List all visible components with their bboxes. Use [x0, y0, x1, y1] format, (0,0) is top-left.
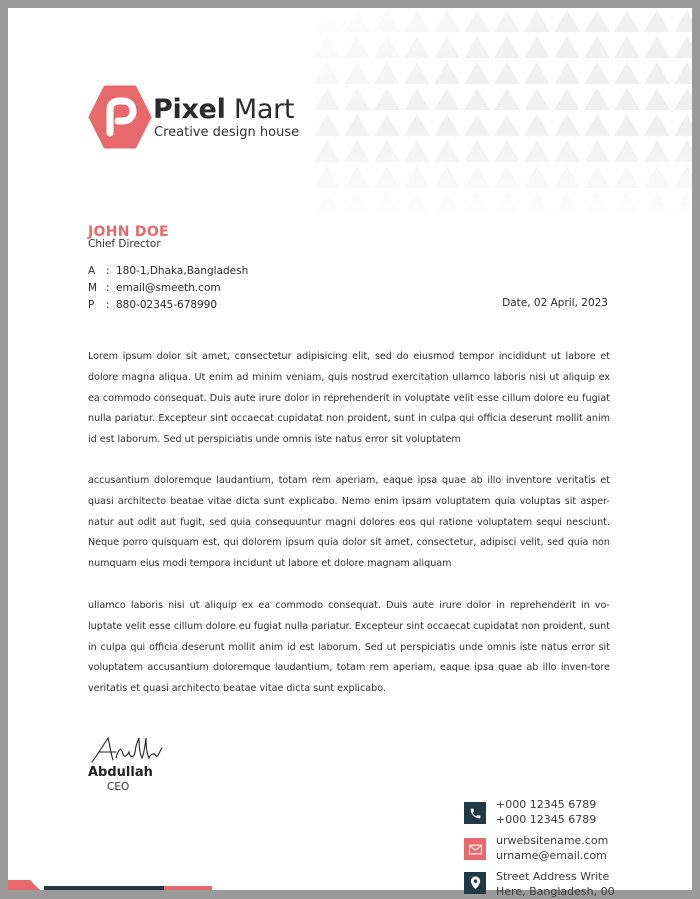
footer-phone-2: +000 12345 6789 [496, 813, 597, 826]
triangle-pattern-decoration [312, 8, 692, 218]
signer-title: CEO [107, 781, 130, 793]
mail-icon [469, 844, 482, 855]
contact-label: A [88, 265, 96, 277]
contact-separator: : [106, 282, 110, 294]
brand-name-bold: Pixel [153, 94, 226, 125]
body-paragraph: ullamco laboris nisi ut aliquip ex ea commodo consequat. Duis aute irure dolor in reprehenderit in vo-luptate velit esse cillum dolore eu fugiat nulla pariatur. Excepteur sint occaecat cupidatat non proident, sunt in culpa qui officia deserunt mollit anim id est laborum. Sed ut perspiciatis unde omnis iste natus error sit voluptatem accusantium doloremque laudantium, totam rem aperiam, eaque ipsa quae ab illo inven-tore veritatis et quasi architecto beatae vitae dicta sunt explicabo. [88, 600, 610, 695]
footer-corner-decoration [8, 880, 692, 890]
handwritten-signature [88, 732, 168, 768]
sender-role: Chief Director [88, 238, 161, 250]
footer-address-2: Here, Bangladesh, 00 [496, 885, 615, 898]
contact-value: 180-1,Dhaka,Bangladesh [116, 265, 249, 277]
brand-tagline: Creative design house [154, 125, 300, 140]
contact-value: 880-02345-678990 [116, 299, 218, 311]
contact-email-row [88, 282, 221, 294]
contact-separator: : [106, 299, 110, 311]
letterhead-page [8, 8, 692, 898]
signer-name: Abdullah [88, 765, 153, 780]
brand-name-light: Mart [233, 94, 295, 125]
footer-phone-1: +000 12345 6789 [496, 798, 597, 811]
mail-icon-box [464, 838, 486, 860]
contact-phone-row [88, 299, 217, 311]
contact-label: P [88, 299, 95, 311]
phone-icon-box [464, 802, 486, 824]
letter-date: Date, 02 April, 2023 [502, 297, 608, 309]
contact-address-row [88, 265, 248, 277]
contact-value: email@smeeth.com [116, 282, 221, 294]
pixel-mart-logo-icon [88, 85, 152, 149]
footer-email: urname@email.com [496, 849, 607, 862]
phone-icon [469, 807, 482, 820]
sender-name: JOHN DOE [88, 224, 169, 240]
brand-name [153, 94, 294, 126]
footer-address-1: Street Address Write [496, 870, 610, 883]
body-paragraph: Lorem ipsum dolor sit amet, consectetur adipisicing elit, sed do eiusmod tempor incididunt ut labore et dolore magna aliqua. Ut enim ad minim veniam, quis nostrud exercitation ullamco laboris nisi ut aliquip ex ea commodo consequat. Duis aute irure dolor in reprehenderit in voluptate velit esse cillum dolore eu fugiat nulla pariatur. Excepteur sint occaecat cupidatat non proident, sunt in culpa qui officia deserunt mollit anim id est laborum. Sed ut perspiciatis unde omnis iste natus error sit voluptatem [88, 351, 610, 446]
contact-separator: : [106, 265, 110, 277]
footer-website: urwebsitename.com [496, 834, 609, 847]
contact-label: M [88, 282, 98, 294]
body-paragraph: accusantium doloremque laudantium, totam rem aperiam, eaque ipsa quae ab illo inventore veritatis et quasi architecto beatae vitae dicta sunt explicabo. Nemo enim ipsam voluptatem quia voluptas sit asper-natur aut odit aut fugit, sed quia consequuntur magni dolores eos qui ratione voluptatem sequi nesciunt. Neque porro quisquam est, qui dolorem ipsum quia dolor sit amet, consectetur, adipisci velit, sed quia non numquam eius modi tempora incidunt ut labore et dolore magnam aliquam [88, 475, 610, 570]
